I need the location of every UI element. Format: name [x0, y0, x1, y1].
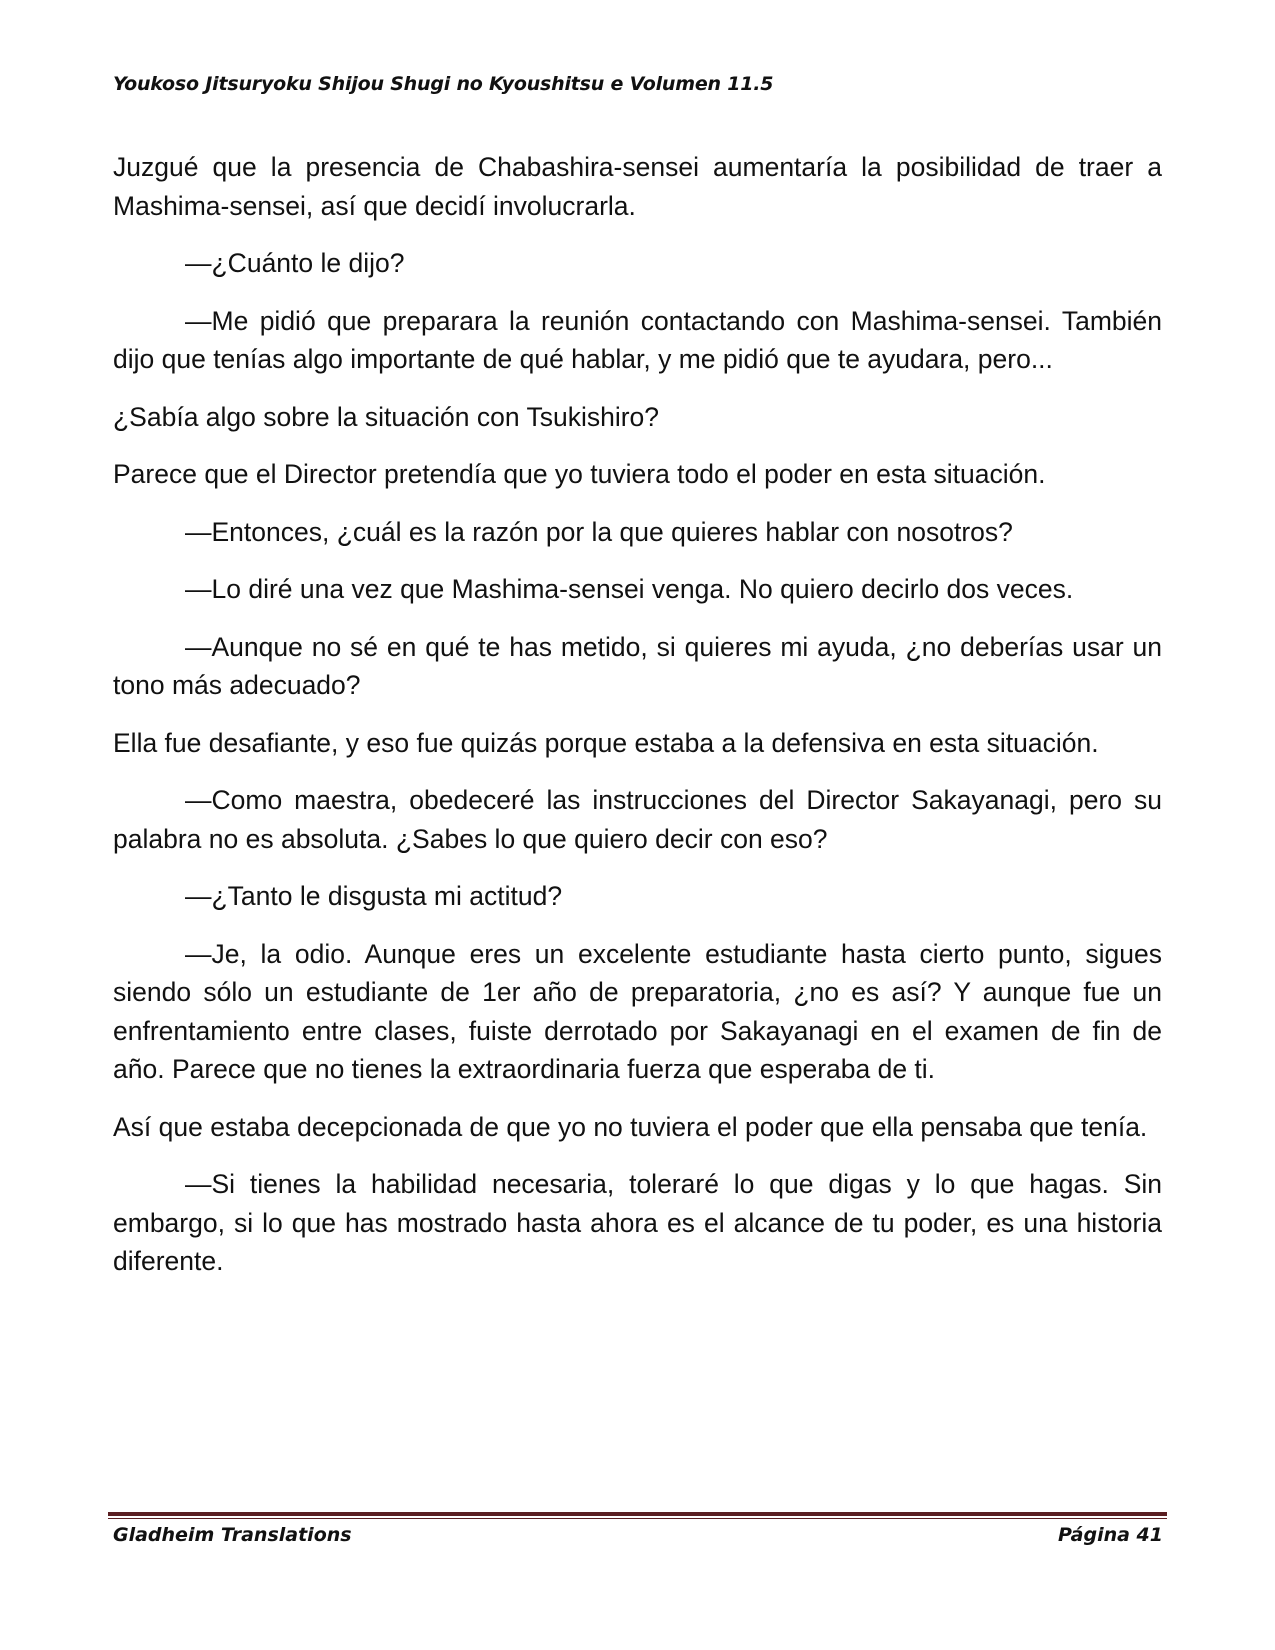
paragraph: —Entonces, ¿cuál es la razón por la que quieres hablar con nosotros?	[185, 516, 1013, 547]
paragraph: —¿Tanto le disgusta mi actitud?	[185, 881, 563, 911]
paragraph: Parece que el Director pretendía que yo tuviera todo el poder en esta situación.	[113, 459, 1046, 489]
page-number: Página 41	[1057, 1524, 1163, 1546]
paragraph: Así que estaba decepcionada de que yo no tuviera el poder que ella pensaba que tenía.	[113, 1111, 1148, 1142]
paragraph: —Si tienes la habilidad necesaria, toleraré lo que digas y lo que hagas. Sin embargo, si lo que has mostrado hasta ahora es el alcance de tu poder, es una historia diferente.	[113, 1169, 1162, 1276]
footer-credit: Gladheim Translations	[113, 1524, 352, 1546]
paragraph: ¿Sabía algo sobre la situación con Tsukishiro?	[113, 401, 660, 432]
running-header: Youkoso Jitsuryoku Shijou Shugi no Kyoushitsu e Volumen 11.5	[113, 73, 774, 95]
paragraph: Ella fue desafiante, y eso fue quizás porque estaba a la defensiva en esta situación.	[113, 727, 1099, 758]
body-text	[113, 148, 1162, 1300]
paragraph: —Aunque no sé en qué te has metido, si quieres mi ayuda, ¿no deberías usar un tono más adecuado?	[113, 631, 1162, 700]
paragraph: —Me pidió que preparara la reunión contactando con Mashima-sensei. También dijo que tenías algo importante de qué hablar, y me pidió que te ayudara, pero...	[113, 305, 1162, 374]
footer-divider	[108, 1512, 1167, 1519]
paragraph: —Je, la odio. Aunque eres un excelente estudiante hasta cierto punto, sigues siendo sólo un estudiante de 1er año de preparatoria, ¿no es así? Y aunque fue un enfrentamiento entre clases, fuiste derrotado por Sakayanagi en el examen de fin de año. Parece que no tienes la extraordinaria fuerza que esperaba de ti.	[113, 938, 1162, 1084]
paragraph: —Como maestra, obedeceré las instrucciones del Director Sakayanagi, pero su palabra no es absoluta. ¿Sabes lo que quiero decir con eso?	[113, 785, 1162, 854]
paragraph: —¿Cuánto le dijo?	[185, 248, 405, 278]
paragraph: Juzgué que la presencia de Chabashira-sensei aumentaría la posibilidad de traer a Mashima-sensei, así que decidí involucrarla.	[113, 152, 1162, 221]
paragraph: —Lo diré una vez que Mashima-sensei venga. No quiero decirlo dos veces.	[185, 574, 1074, 604]
